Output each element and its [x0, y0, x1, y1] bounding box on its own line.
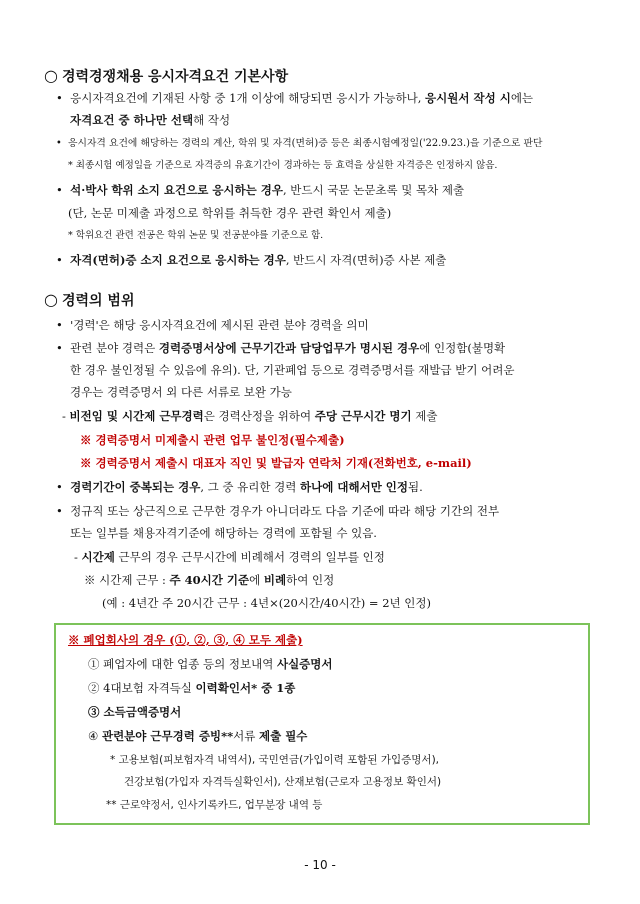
- bullet-line: • 관련 분야 경력은 경력증명서상에 근무기간과 담당업무가 명시된 경우에 인정함(불명확: [56, 341, 506, 355]
- note-line: * 최종시험 예정일을 기준으로 자격증의 유효기간이 경과하는 등 효력을 상실한 자격증은 인정하지 않음.: [68, 160, 498, 171]
- box-item: ② 4대보험 자격득실 이력확인서* 중 1종: [88, 681, 296, 695]
- box-item: ③ 소득금액증명서: [88, 705, 182, 719]
- sub-note: ※ 시간제 근무 : 주 40시간 기준에 비례하여 인정: [84, 573, 335, 587]
- section-heading: ○ 경력경쟁채용 응시자격요건 기본사항: [44, 66, 289, 85]
- closed-company-box: [54, 623, 590, 825]
- bullet-line: • 응시자격 요건에 해당하는 경력의 계산, 학위 및 자격(면허)증 등은 최종시험예정일('22.9.23.)을 기준으로 판단: [56, 138, 543, 149]
- bullet-line: • 자격(면허)증 소지 요건으로 응시하는 경우, 반드시 자격(면허)증 사본 제출: [56, 253, 447, 267]
- box-footnote: 건강보험(가입자 자격득실확인서), 산재보험(근로자 고용정보 확인서): [124, 776, 442, 788]
- bullet-line: • 석·박사 학위 소지 요건으로 응시하는 경우, 반드시 국문 논문초록 및 목차 제출: [56, 183, 465, 197]
- bullet-line-cont: 한 경우 불인정될 수 있음에 유의). 단, 기관폐업 등으로 경력증명서를 재발급 받기 어려운: [70, 363, 515, 377]
- box-footnote: ** 근로약정서, 인사기록카드, 업무분장 내역 등: [106, 799, 323, 811]
- section-heading: ○ 경력의 범위: [44, 290, 135, 309]
- bullet-line-cont: 자격요건 중 하나만 선택해 작성: [70, 113, 231, 127]
- box-item: ① 폐업자에 대한 업종 등의 정보내역 사실증명서: [88, 657, 333, 671]
- bullet-line: • '경력'은 해당 응시자격요건에 제시된 관련 분야 경력을 의미: [56, 318, 369, 332]
- bullet-line-cont: (단, 논문 미제출 과정으로 학위를 취득한 경우 관련 확인서 제출): [68, 206, 392, 220]
- box-title: ※ 폐업회사의 경우 (①, ②, ③, ④ 모두 제출): [68, 633, 303, 647]
- page-number: - 10 -: [304, 858, 336, 872]
- note-line: * 학위요건 관련 전공은 학위 논문 및 전공분야를 기준으로 함.: [68, 230, 324, 241]
- sub-item: - 시간제 근무의 경우 근무시간에 비례해서 경력의 일부를 인정: [74, 550, 385, 564]
- box-item: ④ 관련분야 근무경력 증빙**서류 제출 필수: [88, 729, 308, 743]
- required-notice: ※ 경력증명서 제출시 대표자 직인 및 발급자 연락처 기재(전화번호, e-mail): [80, 456, 472, 470]
- bullet-line-cont: 또는 일부를 채용자격기준에 해당하는 경력에 포함될 수 있음.: [70, 526, 377, 540]
- bullet-line: • 경력기간이 중복되는 경우, 그 중 유리한 경력 하나에 대해서만 인정됨.: [56, 480, 423, 494]
- box-footnote: * 고용보험(피보험자격 내역서), 국민연금(가입이력 포함된 가입증명서),: [110, 754, 440, 766]
- required-notice: ※ 경력증명서 미제출시 관련 업무 불인정(필수제출): [80, 433, 345, 447]
- bullet-line-cont: 경우는 경력증명서 외 다른 서류로 보완 가능: [70, 385, 292, 399]
- example-line: (예 : 4년간 주 20시간 근무 : 4년×(20시간/40시간) = 2년 인정): [102, 596, 431, 610]
- sub-item: - 비전임 및 시간제 근무경력은 경력산정을 위하여 주당 근무시간 명기 제출: [62, 409, 438, 423]
- bullet-line: • 정규직 또는 상근직으로 근무한 경우가 아니더라도 다음 기준에 따라 해당 기간의 전부: [56, 504, 500, 518]
- bullet-line: • 응시자격요건에 기재된 사항 중 1개 이상에 해당되면 응시가 가능하나, 응시원서 작성 시에는: [56, 91, 534, 105]
